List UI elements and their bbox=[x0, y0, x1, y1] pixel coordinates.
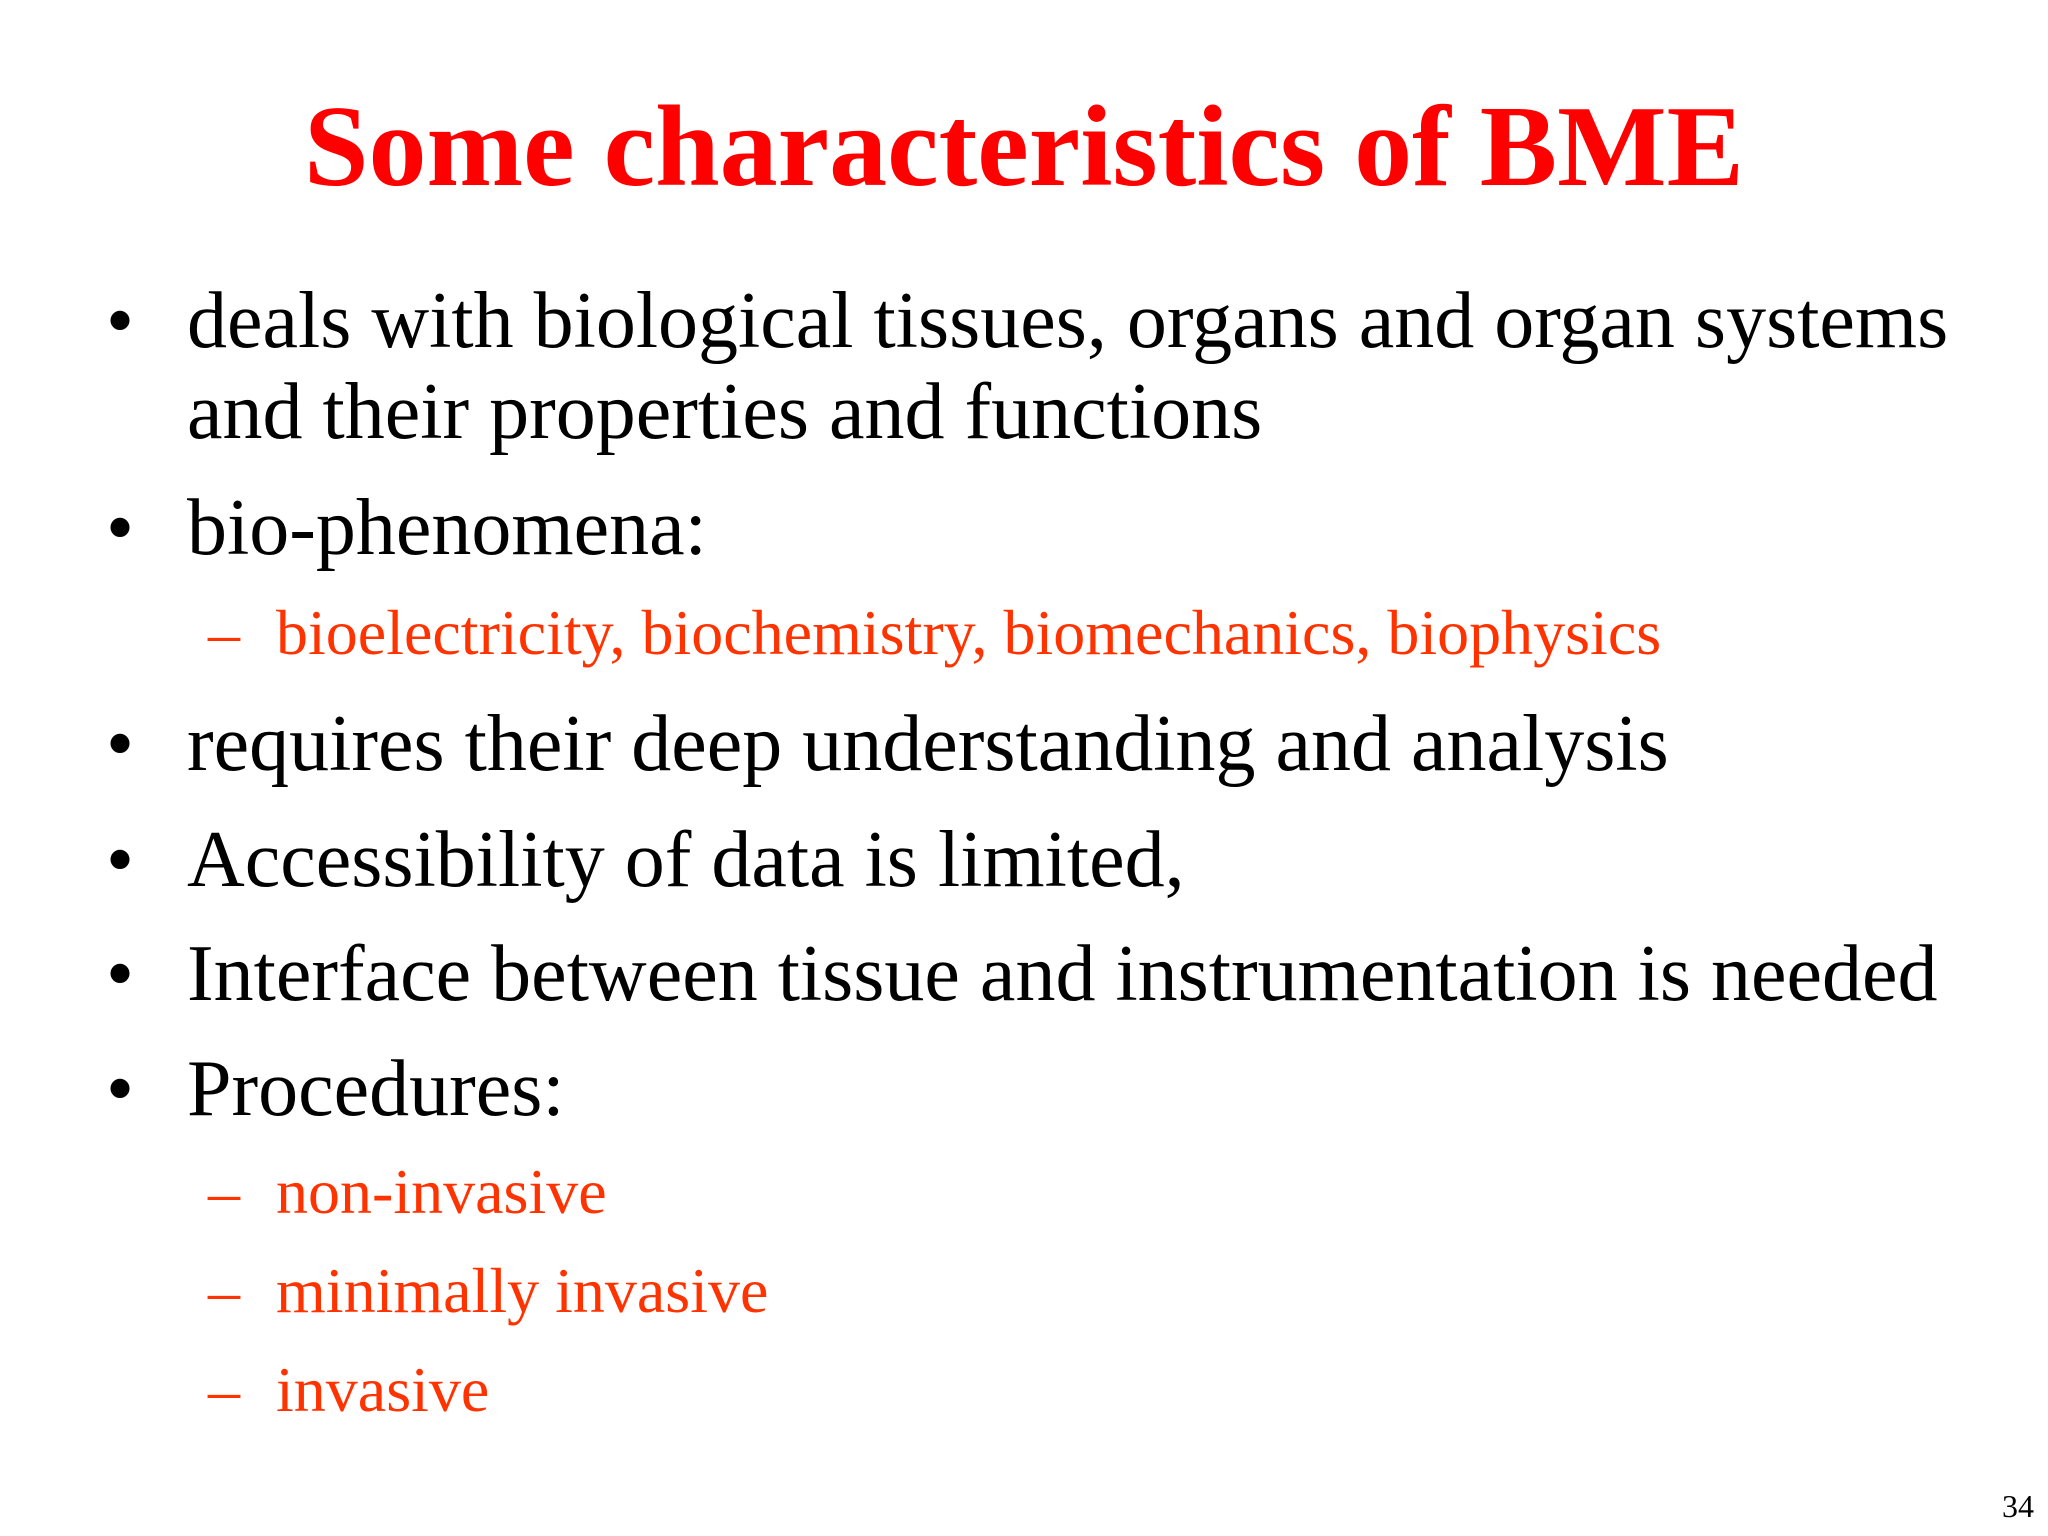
bullet-text: requires their deep understanding and analysis bbox=[187, 700, 1669, 788]
dash-icon: – bbox=[208, 597, 240, 668]
bullet-icon: • bbox=[106, 1045, 135, 1133]
sub-bullet-text: non-invasive bbox=[276, 1156, 607, 1227]
sub-bullet-text: invasive bbox=[276, 1354, 490, 1425]
bullet-text: bio-phenomena: bbox=[187, 484, 707, 572]
bullet-icon: • bbox=[106, 700, 135, 788]
dash-icon: – bbox=[208, 1156, 240, 1227]
sub-bullet-text: bioelectricity, biochemistry, biomechanics, biophysics bbox=[276, 597, 1662, 668]
bullet-icon: • bbox=[106, 930, 135, 1018]
bullet-text: Interface between tissue and instrumentation is needed bbox=[187, 930, 1938, 1018]
page-number: 34 bbox=[2002, 1488, 2034, 1524]
bullet-text: Accessibility of data is limited, bbox=[187, 816, 1185, 904]
slide-title: Some characteristics of BME bbox=[304, 83, 1744, 211]
bullet-text: Procedures: bbox=[187, 1045, 565, 1133]
bullet-text: deals with biological tissues, organs and organ systems bbox=[187, 277, 1949, 365]
bullet-icon: • bbox=[106, 277, 135, 365]
bullet-icon: • bbox=[106, 816, 135, 904]
bullet-text-continuation: and their properties and functions bbox=[187, 368, 1263, 456]
sub-bullet-text: minimally invasive bbox=[276, 1255, 769, 1326]
bullet-icon: • bbox=[106, 484, 135, 572]
dash-icon: – bbox=[208, 1354, 240, 1425]
dash-icon: – bbox=[208, 1255, 240, 1326]
